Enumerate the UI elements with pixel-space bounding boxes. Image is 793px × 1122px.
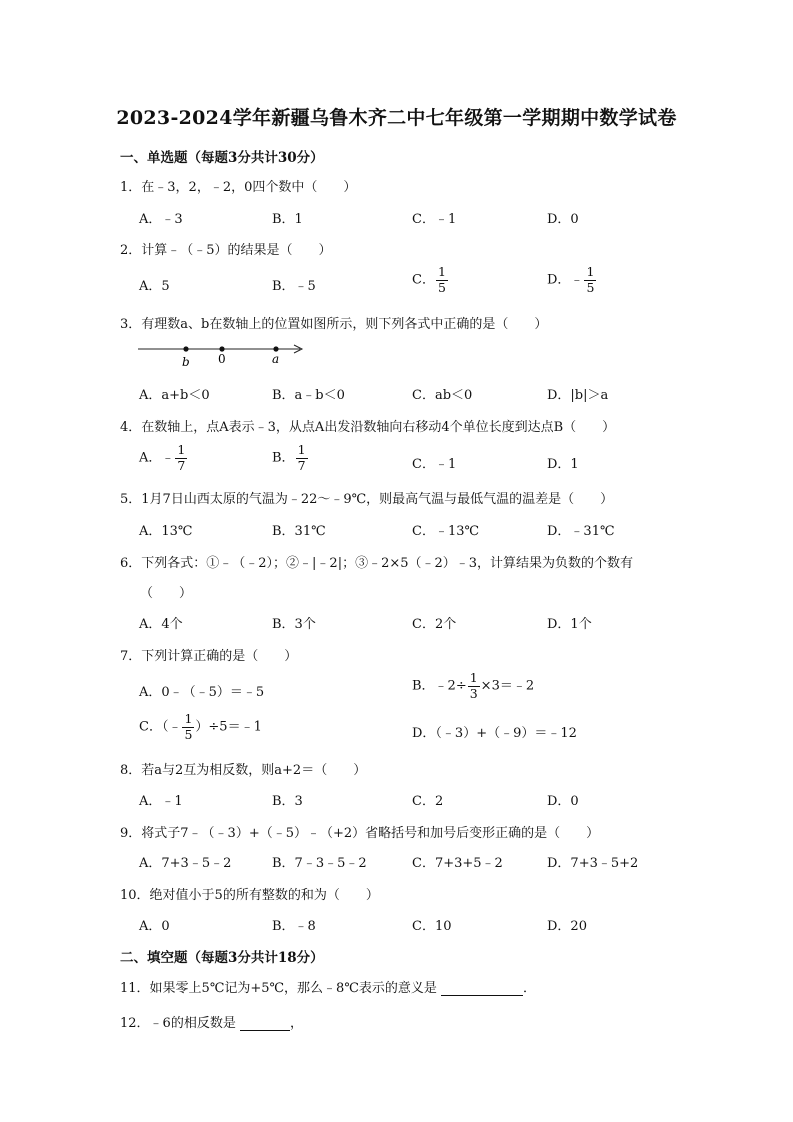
denominator: 7 <box>177 457 186 473</box>
q4-a-prefix: A．﹣ <box>139 450 175 466</box>
question-4: 4．在数轴上，点A表示﹣3，从点A出发沿数轴向右移动4个单位长度到达点B（ ） <box>120 420 616 435</box>
denominator: 3 <box>469 685 478 701</box>
q8-option-b: B．3 <box>272 794 303 809</box>
exam-title: 2023-2024学年新疆乌鲁木齐二中七年级第一学期期中数学试卷 <box>116 107 677 129</box>
question-7: 7．下列计算正确的是（ ） <box>120 649 298 664</box>
q8-option-a: A．﹣1 <box>139 794 183 809</box>
denominator: 5 <box>586 279 595 295</box>
q9-option-b: B．7﹣3﹣5﹣2 <box>272 856 367 871</box>
q2-option-a: A．5 <box>139 279 170 294</box>
q12-end: ， <box>289 1016 303 1031</box>
section-1-heading: 一、单选题（每题3分共计30分） <box>120 150 324 166</box>
q5-option-b: B．31℃ <box>272 524 326 539</box>
q9-option-c: C．7+3+5﹣2 <box>412 856 503 871</box>
question-2: 2．计算﹣（﹣5）的结果是（ ） <box>120 243 332 258</box>
q4-option-b <box>272 444 309 472</box>
q7-c-suffix: ）÷5＝﹣1 <box>195 719 262 735</box>
q4-option-c: C．﹣1 <box>412 457 457 472</box>
numerator: 1 <box>184 711 193 726</box>
question-1: 1．在﹣3，2，﹣2，0四个数中（ ） <box>120 180 357 195</box>
q2-d-fraction <box>584 266 596 294</box>
q6-option-a: A．4个 <box>139 617 183 632</box>
q4-b-fraction <box>296 444 308 472</box>
question-9: 9．将式子7﹣（﹣3）+（﹣5）﹣（+2）省略括号和加号后变形正确的是（ ） <box>120 826 600 841</box>
q2-c-prefix: C． <box>412 272 435 288</box>
denominator: 5 <box>184 726 193 742</box>
question-12 <box>120 1012 303 1031</box>
q7-c-fraction <box>182 713 194 741</box>
q2-d-prefix: D．﹣ <box>547 272 584 288</box>
numerator: 1 <box>469 670 478 685</box>
question-10: 10．绝对值小于5的所有整数的和为（ ） <box>120 888 379 903</box>
q2-option-d <box>547 266 597 294</box>
q10-option-b: B．﹣8 <box>272 919 316 934</box>
q11-end: ． <box>523 981 537 996</box>
q3-option-c: C．ab＜0 <box>412 388 473 403</box>
question-8: 8．若a与2互为相反数，则a+2＝（ ） <box>120 763 367 778</box>
q7-option-b <box>412 672 534 700</box>
q2-option-c <box>412 266 449 294</box>
q7-option-d: D．（﹣3）+（﹣9）＝﹣12 <box>412 726 577 741</box>
q7-b-prefix: B．﹣2÷ <box>412 678 467 694</box>
question-6-paren: （ ） <box>140 586 193 601</box>
q1-option-d: D．0 <box>547 212 579 227</box>
q6-option-b: B．3个 <box>272 617 316 632</box>
question-5: 5．1月7日山西太原的气温为﹣22～﹣9℃，则最高气温与最低气温的温差是（ ） <box>120 492 614 507</box>
question-6: 6．下列各式：①﹣（﹣2）；②﹣|﹣2|；③﹣2×5（﹣2）﹣3，计算结果为负数的个数有 <box>120 556 634 571</box>
q10-option-a: A．0 <box>139 919 170 934</box>
q12-stem: 12．﹣6的相反数是 <box>120 1016 236 1031</box>
q12-answer-blank <box>240 1016 290 1031</box>
numerator: 1 <box>437 264 446 279</box>
denominator: 7 <box>297 457 306 473</box>
q7-c-prefix: C．（﹣ <box>139 719 182 735</box>
q3-option-d: D．|b|＞a <box>547 388 609 403</box>
q9-option-a: A．7+3﹣5﹣2 <box>139 856 232 871</box>
label-a: a <box>272 352 280 366</box>
point-b <box>183 346 188 351</box>
q7-option-a: A．0﹣（﹣5）＝﹣5 <box>139 685 265 700</box>
q6-option-d: D．1个 <box>547 617 592 632</box>
q5-option-c: C．﹣13℃ <box>412 524 480 539</box>
q4-option-a <box>139 444 188 472</box>
number-line-diagram <box>136 340 308 370</box>
q10-option-d: D．20 <box>547 919 587 934</box>
q6-option-c: C．2个 <box>412 617 457 632</box>
q10-option-c: C．10 <box>412 919 452 934</box>
q11-answer-blank <box>441 981 523 996</box>
q4-b-prefix: B． <box>272 450 295 466</box>
q7-b-fraction <box>468 672 480 700</box>
q4-option-d: D．1 <box>547 457 579 472</box>
q2-c-fraction <box>436 266 448 294</box>
question-3: 3．有理数a、b在数轴上的位置如图所示，则下列各式中正确的是（ ） <box>120 317 548 332</box>
label-0: 0 <box>218 352 226 366</box>
q8-option-d: D．0 <box>547 794 579 809</box>
q4-a-fraction <box>175 444 187 472</box>
q1-option-b: B．1 <box>272 212 303 227</box>
q7-option-c <box>139 713 262 741</box>
question-11 <box>120 977 536 996</box>
q3-option-a: A．a+b＜0 <box>139 388 210 403</box>
q5-option-a: A．13℃ <box>139 524 193 539</box>
label-b: b <box>182 355 190 369</box>
q11-stem: 11．如果零上5℃记为+5℃，那么﹣8℃表示的意义是 <box>120 981 437 996</box>
q1-option-a: A．﹣3 <box>139 212 183 227</box>
point-0 <box>219 346 224 351</box>
q9-option-d: D．7+3﹣5+2 <box>547 856 639 871</box>
q5-option-d: D．﹣31℃ <box>547 524 615 539</box>
numerator: 1 <box>177 442 186 457</box>
q7-b-suffix: ×3＝﹣2 <box>480 678 535 694</box>
numerator: 1 <box>586 264 595 279</box>
q1-option-c: C．﹣1 <box>412 212 457 227</box>
denominator: 5 <box>437 279 446 295</box>
point-a <box>273 346 278 351</box>
q3-option-b: B．a﹣b＜0 <box>272 388 345 403</box>
section-2-heading: 二、填空题（每题3分共计18分） <box>120 950 324 966</box>
q8-option-c: C．2 <box>412 794 444 809</box>
q2-option-b: B．﹣5 <box>272 279 316 294</box>
numerator: 1 <box>297 442 306 457</box>
